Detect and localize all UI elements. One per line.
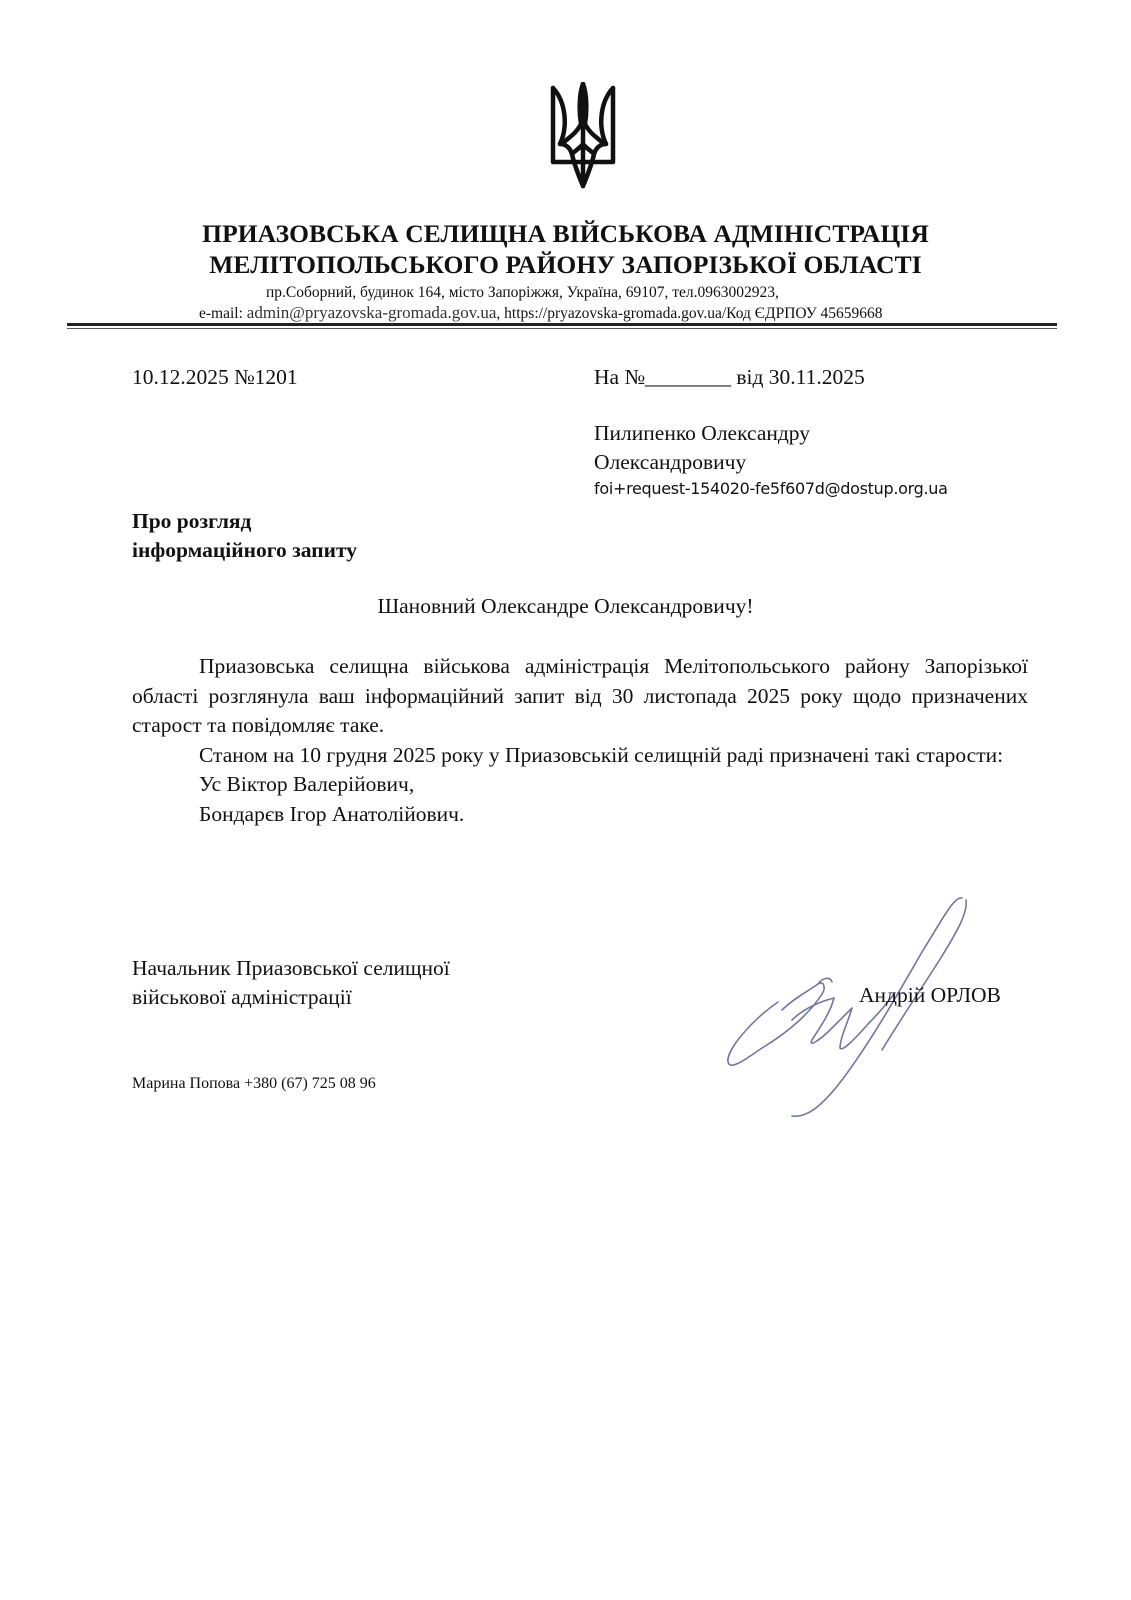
signer-title-line-1: Начальник Приазовської селищної bbox=[132, 956, 450, 980]
salutation: Шановний Олександре Олександровичу! bbox=[377, 594, 754, 618]
letter-body bbox=[132, 652, 1028, 829]
trident-emblem-icon bbox=[548, 82, 618, 194]
incoming-reference: На №________ від 30.11.2025 bbox=[594, 365, 865, 389]
letterhead-divider-thick bbox=[67, 323, 1057, 326]
recipient-email-link[interactable]: foi+request-154020-fe5f607d@dostup.org.ua bbox=[594, 479, 948, 498]
recipient-name-line-1: Пилипенко Олександру bbox=[594, 421, 811, 445]
letterhead-divider-thin bbox=[67, 328, 1057, 329]
signer-name: Андрій ОРЛОВ bbox=[859, 983, 1001, 1007]
organization-name-line-1: ПРИАЗОВСЬКА СЕЛИЩНА ВІЙСЬКОВА АДМІНІСТРАЦІЯ bbox=[202, 219, 929, 248]
executor-contact: Марина Попова +380 (67) 725 08 96 bbox=[132, 1075, 376, 1092]
organization-name-line-2: МЕЛІТОПОЛЬСЬКОГО РАЙОНУ ЗАПОРІЗЬКОЇ ОБЛАСТІ bbox=[209, 250, 922, 279]
organization-email-link[interactable]: admin@pryazovska-gromada.gov.ua bbox=[246, 303, 497, 322]
signer-title bbox=[132, 954, 450, 1012]
body-paragraph-2: Станом на 10 грудня 2025 року у Приазовській селищній раді призначені такі старости: bbox=[199, 742, 1004, 767]
website-and-code: , https://pryazovska-gromada.gov.ua/Код ЄДРПОУ 45659668 bbox=[496, 305, 883, 322]
subject-line-1: Про розгляд bbox=[132, 509, 252, 533]
recipient-name-line-2: Олександровичу bbox=[594, 450, 747, 474]
outgoing-date-number: 10.12.2025 №1201 bbox=[132, 365, 298, 389]
elder-list-item: Бондарєв Ігор Анатолійович. bbox=[199, 801, 465, 826]
organization-contacts bbox=[199, 303, 883, 323]
elder-list-item: Ус Віктор Валерійович, bbox=[199, 772, 415, 796]
body-paragraph-1: Приазовська селищна військова адміністрація Мелітопольського району Запорізької області розглянула ваш інформаційний запит від 30 листопада 2025 року щодо призначених старост та повідомляє таке. bbox=[132, 654, 1028, 737]
letter-subject bbox=[132, 507, 357, 565]
organization-address: пр.Соборний, будинок 164, місто Запоріжжя, Україна, 69107, тел.0963002923, bbox=[266, 284, 779, 301]
email-label: e-mail: bbox=[199, 305, 247, 322]
signer-title-line-2: військової адміністрації bbox=[132, 985, 352, 1009]
subject-line-2: інформаційного запиту bbox=[132, 538, 358, 562]
